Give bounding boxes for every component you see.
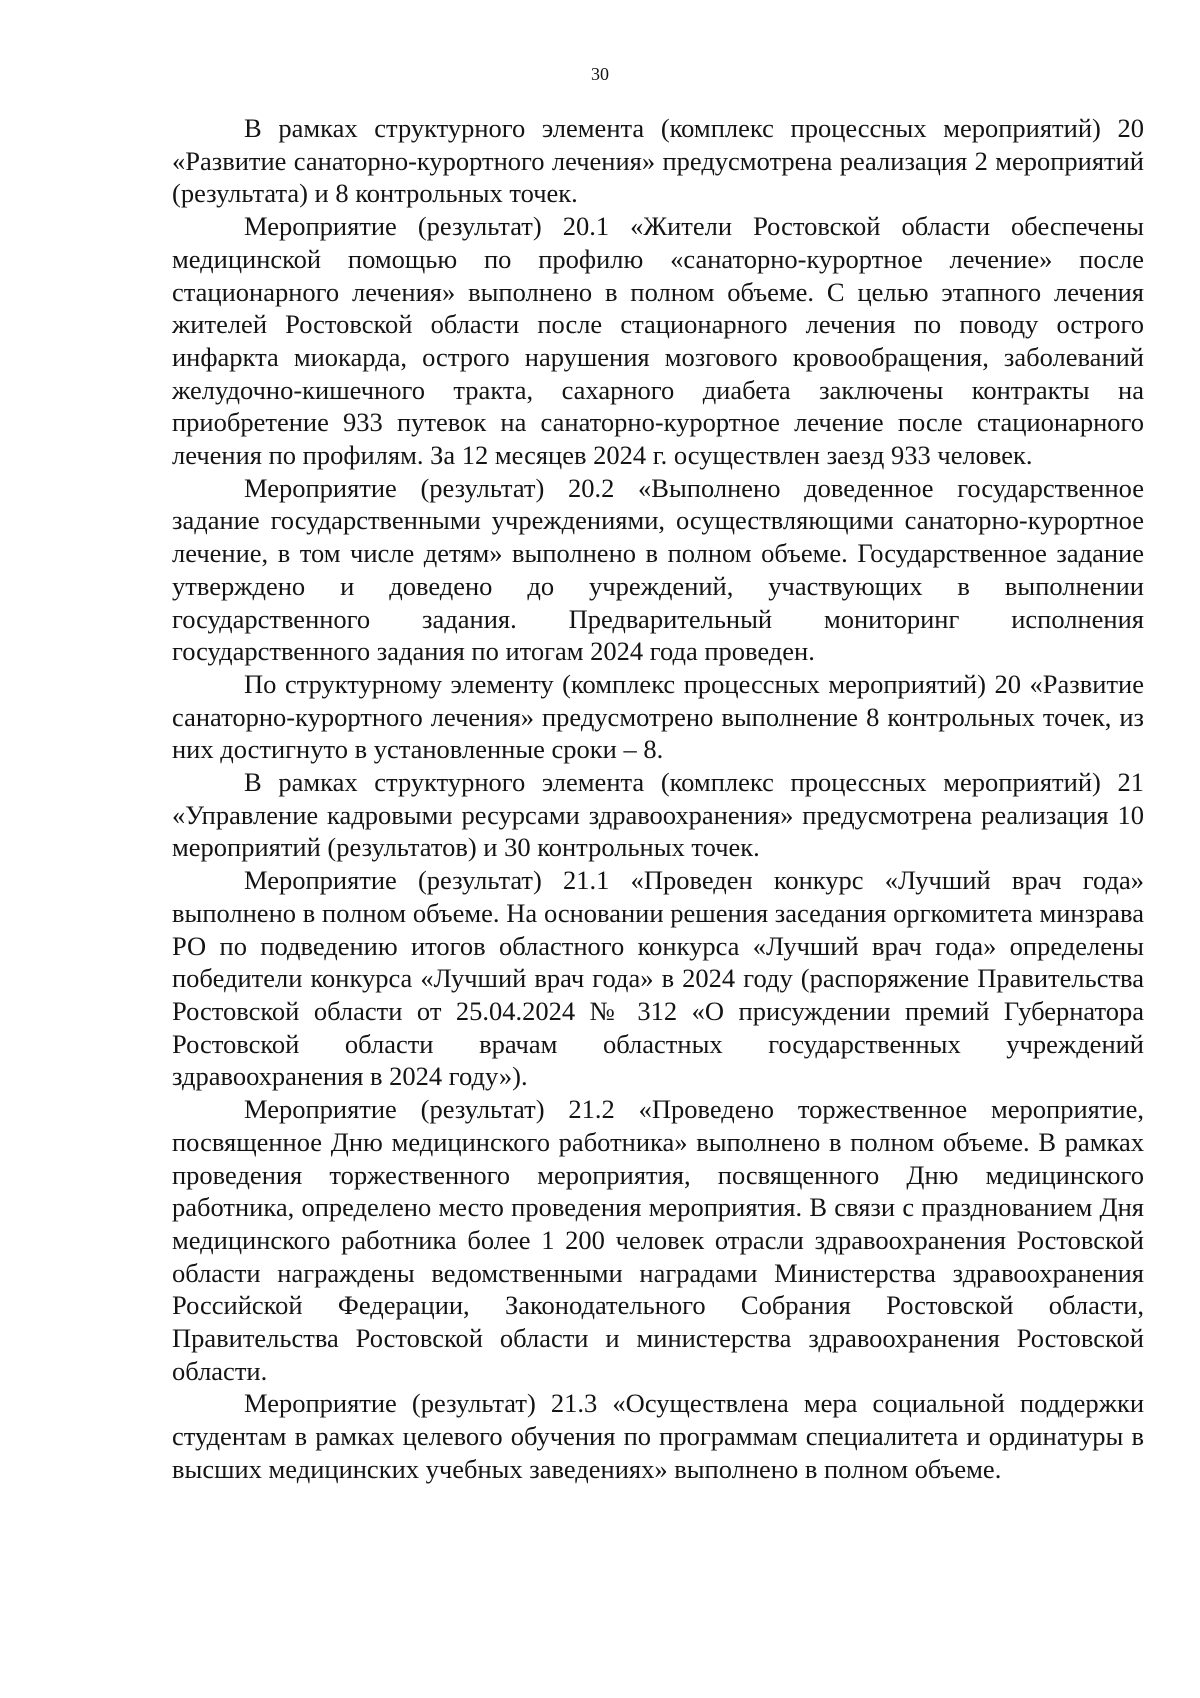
paragraph: Мероприятие (результат) 21.2 «Проведено торжественное мероприятие, посвященное Дню медицинского работника» выполнено в полном объеме. В рамках проведения торжественного мероприятия, посвященного Дню медицинского работника, определено место проведения мероприятия. В связи с празднованием Дня медицинского работника более 1 200 человек отрасли здравоохранения Ростовской области награждены ведомственными наградами Министерства здравоохранения Российской Федерации, Законодательного Собрания Ростовской области, Правительства Ростовской области и министерства здравоохранения Ростовской области. [172,1094,1144,1386]
paragraph: Мероприятие (результат) 21.3 «Осуществлена мера социальной поддержки студентам в рамках целевого обучения по программам специалитета и ординатуры в высших медицинских учебных заведениях» выполнено в полном объеме. [172,1388,1144,1484]
paragraph: Мероприятие (результат) 20.2 «Выполнено доведенное государственное задание государственными учреждениями, осуществляющими санаторно-курортное лечение, в том числе детям» выполнено в полном объеме. Государственное задание утверждено и доведено до учреждений, участвующих в выполнении государственного задания. Предварительный мониторинг исполнения государственного задания по итогам 2024 года проведен. [172,472,1144,667]
paragraph: В рамках структурного элемента (комплекс процессных мероприятий) 20 «Развитие санаторно-курортного лечения» предусмотрена реализация 2 мероприятий (результата) и 8 контрольных точек. [172,113,1144,209]
document-body [172,112,1144,1486]
paragraph: Мероприятие (результат) 21.1 «Проведен конкурс «Лучший врач года» выполнено в полном объеме. На основании решения заседания оргкомитета минзрава РО по подведению итогов областного конкурса «Лучший врач года» определены победители конкурса «Лучший врач года» в 2024 году (распоряжение Правительства Ростовской области от 25.04.2024 № 312 «О присуждении премий Губернатора Ростовской области врачам областных государственных учреждений здравоохранения в 2024 году»). [172,865,1144,1092]
paragraph: В рамках структурного элемента (комплекс процессных мероприятий) 21 «Управление кадровыми ресурсами здравоохранения» предусмотрена реализация 10 мероприятий (результатов) и 30 контрольных точек. [172,767,1144,863]
page-number: 30 [591,64,609,84]
paragraph: Мероприятие (результат) 20.1 «Жители Ростовской области обеспечены медицинской помощью по профилю «санаторно-курортное лечение» после стационарного лечения» выполнено в полном объеме. С целью этапного лечения жителей Ростовской области после стационарного лечения по поводу острого инфаркта миокарда, острого нарушения мозгового кровообращения, заболеваний желудочно-кишечного тракта, сахарного диабета заключены контракты на приобретение 933 путевок на санаторно-курортное лечение после стационарного лечения по профилям. За 12 месяцев 2024 г. осуществлен заезд 933 человек. [172,211,1144,471]
paragraph: По структурному элементу (комплекс процессных мероприятий) 20 «Развитие санаторно-курортного лечения» предусмотрено выполнение 8 контрольных точек, из них достигнуто в установленные сроки – 8. [172,668,1144,765]
